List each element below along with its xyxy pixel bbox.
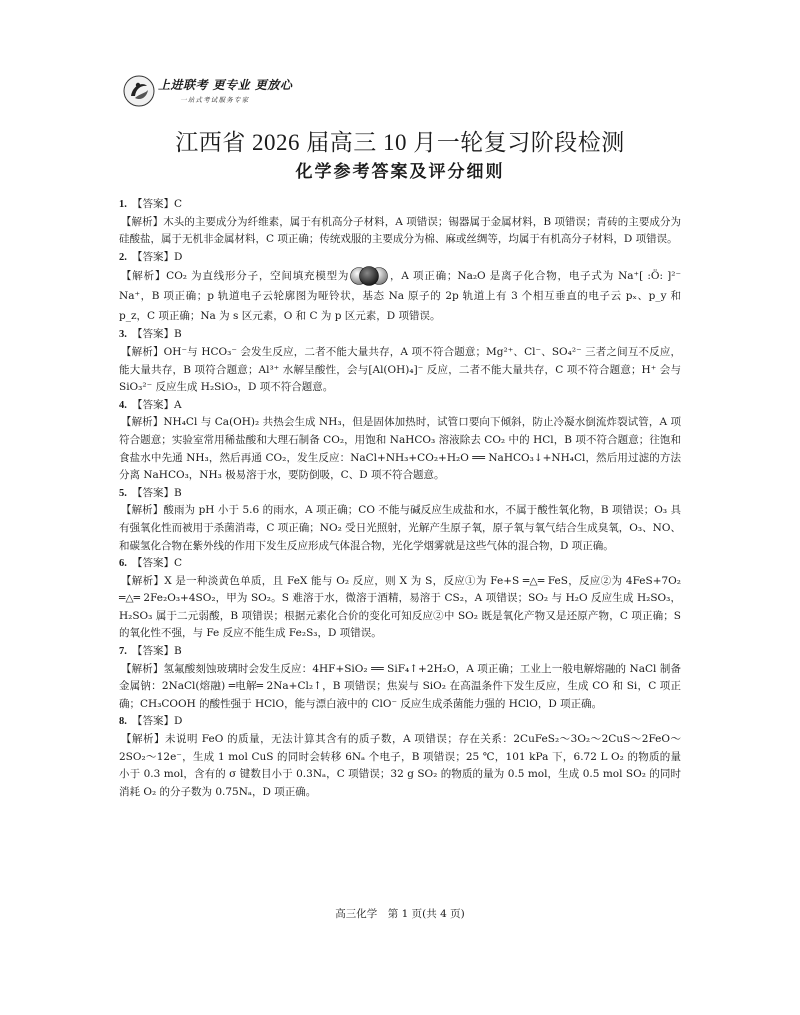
explanation: 【解析】木头的主要成分为纤维素，属于有机高分子材料，A 项错误；锡器属于金属材料，B 项错误；青砖的主要成分为硅酸盐，属于无机非金属材料，C 项正确；传统戏服的主要成分为棉、麻或丝绸等，均属于有机高分子材料，D 项错误。: [119, 215, 681, 246]
explanation: 【解析】氢氟酸刻蚀玻璃时会发生反应：4HF+SiO₂ ══ SiF₄↑+2H₂O，A 项正确；工业上一般电解熔融的 NaCl 制备金属钠：2NaCl(熔融) ═电解═ 2Na+Cl₂↑，B 项错误；焦炭与 SiO₂ 在高温条件下发生反应，生成 CO 和 Si，C 项正确；CH₃COOH 的酸性强于 HClO，能与漂白液中的 ClO⁻ 反应生成杀菌能力强的 HClO，D 项正确。: [119, 662, 681, 710]
page-footer: 高三化学 第 1 页(共 4 页): [335, 908, 465, 920]
explanation: [119, 266, 681, 326]
question-number: 6.: [119, 558, 127, 570]
question-number: 5.: [119, 487, 127, 499]
explanation: 【解析】未说明 FeO 的质量，无法计算其含有的质子数，A 项错误；存在关系：2CuFeS₂～3O₂～2CuS～2FeO～2SO₂～12e⁻，生成 1 mol CuS 的同时会转移 6Nₐ 个电子，B 项错误；25 ℃，101 kPa 下，6.72 L O₂ 的物质的量小于 0.3 mol，含有的 σ 键数目小于 0.3Nₐ，C 项错误；32 g SO₂ 的物质的量为 0.5 mol，生成 0.5 mol SO₂ 的同时消耗 O₂ 的分子数为 0.75Nₐ，D 项正确。: [119, 733, 681, 798]
explanation-part: ，A 项正确；Na₂O 是离子化合物，电子式为 Na⁺[ :Ö: ]²⁻ Na⁺，B 项正确；p 轨道电子云轮廓图为哑铃状，基态 Na 原子的 2p 轨道上有 3 个相互垂直的电子云 pₓ、p_y 和 p_z，C 项正确；Na 为 s 区元素，O 和 C 为 p 区元素，D 项错误。: [119, 270, 681, 323]
question-item: [119, 397, 681, 485]
question-item: [119, 249, 681, 327]
co2-space-filling-model-icon: [350, 266, 388, 286]
question-item: [119, 196, 681, 249]
question-item: [119, 713, 681, 801]
question-item: [119, 555, 681, 643]
explanation-part: 【解析】CO₂ 为直线形分子，空间填充模型为: [121, 270, 350, 283]
explanation: 【解析】OH⁻与 HCO₃⁻ 会发生反应，二者不能大量共存，A 项不符合题意；Mg²⁺、Cl⁻、SO₄²⁻ 三者之间互不反应，能大量共存，B 项符合题意；Al³⁺ 水解呈酸性，会与[Al(OH)₄]⁻ 反应，二者不能大量共存，C 项不符合题意；H⁺ 会与 SiO₃²⁻ 反应生成 H₂SiO₃，D 项不符合题意。: [119, 345, 681, 394]
question-number: 1.: [119, 199, 127, 210]
answer-list: [119, 196, 681, 801]
question-item: [119, 485, 681, 555]
answer-line: 【答案】C: [132, 557, 183, 570]
answer-line: 【答案】B: [132, 486, 182, 499]
question-item: [119, 643, 681, 713]
explanation: 【解析】NH₄Cl 与 Ca(OH)₂ 共热会生成 NH₃，但是固体加热时，试管口要向下倾斜，防止冷凝水倒流炸裂试管，A 项符合题意；实验室常用稀盐酸和大理石制备 CO₂，用饱和 NaHCO₃ 溶液除去 CO₂ 中的 HCl，B 项不符合题意；往饱和食盐水中先通 NH₃，然后再通 CO₂，发生反应：NaCl+NH₃+CO₂+H₂O ══ NaHCO₃↓+NH₄Cl，然后用过滤的方法分离 NaHCO₃，NH₃ 极易溶于水，要防倒吸，C、D 项不符合题意。: [119, 416, 681, 482]
logo-swirl-icon: [122, 74, 156, 108]
question-number: 2.: [119, 251, 127, 263]
logo-tagline: 一站式考试服务专家: [180, 96, 250, 104]
explanation: 【解析】X 是一种淡黄色单质，且 FeX 能与 O₂ 反应，则 X 为 S，反应①为 Fe+S ═△═ FeS，反应②为 4FeS+7O₂ ═△═ 2Fe₂O₃+4SO₂，甲为 SO₂。S 难溶于水，微溶于酒精，易溶于 CS₂，A 项错误；SO₂ 与 H₂O 反应生成 H₂SO₃，H₂SO₃ 属于二元弱酸，B 项错误；根据元素化合价的变化可知反应②中 SO₂ 既是氧化产物又是还原产物，C 项正确；S 的氧化性不强，与 Fe 反应不能生成 Fe₂S₃，D 项错误。: [119, 574, 681, 640]
answer-line: 【答案】D: [132, 250, 183, 263]
logo-slogan: 上进联考 更专业 更放心: [158, 78, 293, 92]
answer-line: 【答案】C: [132, 198, 183, 210]
page-title: 江西省 2026 届高三 10 月一轮复习阶段检测: [175, 130, 625, 155]
answer-line: 【答案】B: [132, 328, 182, 341]
question-number: 8.: [119, 716, 127, 728]
question-number: 4.: [119, 399, 127, 411]
question-number: 7.: [119, 646, 127, 658]
answer-line: 【答案】B: [132, 645, 182, 658]
answer-line: 【答案】A: [132, 398, 182, 411]
question-item: [119, 326, 681, 396]
page-subtitle: 化学参考答案及评分细则: [295, 162, 505, 182]
publisher-logo: [122, 74, 382, 112]
question-number: 3.: [119, 329, 127, 341]
explanation: 【解析】酸雨为 pH 小于 5.6 的雨水，A 项正确；CO 不能与碱反应生成盐和水，不属于酸性氧化物，B 项错误；O₃ 具有强氧化性而被用于杀菌消毒，C 项正确；NO₂ 受日光照射，光解产生原子氧，原子氧与氧气结合生成臭氧，O₃、NO、和碳氢化合物在紫外线的作用下发生反应形成气体混合物，光化学烟雾就是这些气体的混合物，D 项正确。: [119, 504, 681, 552]
answer-line: 【答案】D: [132, 715, 183, 728]
